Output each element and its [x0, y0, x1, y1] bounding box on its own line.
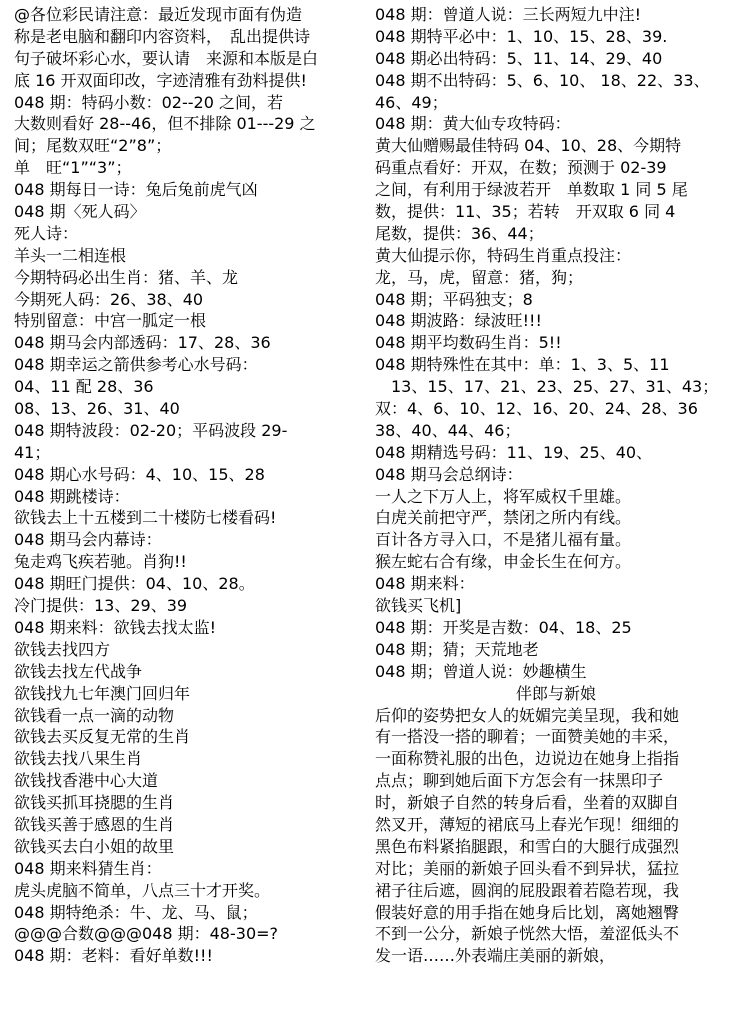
- left-column-line: 048 期马会内幕诗：: [14, 530, 162, 550]
- left-column-line: 048 期：特码小数：02--20 之间，若: [14, 92, 283, 112]
- right-column-line: 048 期平均数码生肖：5!!: [375, 333, 562, 353]
- left-column-line: @各位彩民请注意：最近发现市面有伪造: [14, 5, 303, 24]
- left-column-line: 死人诗：: [14, 223, 79, 243]
- right-column-line: 一人之下万人上，将军威权千里雄。: [375, 486, 632, 506]
- left-column-line: 欲钱买去白小姐的故里: [14, 836, 175, 856]
- right-column-line: 然叉开，薄短的裙底马上春光乍现！细细的: [375, 814, 680, 834]
- left-column-line: 今期死人码：26、38、40: [14, 289, 204, 309]
- right-column-line: 对比；美丽的新娘子回头看不到异状，猛拉: [375, 858, 680, 878]
- right-column-line: 双：4、6、10、12、16、20、24、28、36: [375, 399, 698, 419]
- left-column-line: 今期特码必出生肖：猪、羊、龙: [14, 267, 239, 287]
- right-column-line: 048 期马会总纲诗：: [375, 464, 523, 484]
- right-column-line: 有一搭没一搭的聊着；一面赞美她的丰采，: [375, 727, 680, 747]
- left-column-line: 大数则看好 28--46，但不排除 01---29 之: [14, 114, 316, 134]
- right-column-line: 白虎关前把守严，禁闭之所内有线。: [375, 508, 632, 528]
- left-column-line: 欲钱去上十五楼到二十楼防七楼看码!: [14, 508, 277, 528]
- right-column-line: 码重点看好：开双，在数；预测于 02-39: [375, 158, 667, 178]
- right-column: [375, 4, 737, 967]
- right-column-line: 048 期；猜；天荒地老: [375, 639, 539, 659]
- left-column-line: 底 16 开双面印改，字迹清雅有劲料提供!: [14, 70, 307, 90]
- left-column-line: 兔走鸡飞疾若驰。肖狗!!: [14, 552, 187, 572]
- left-column-line: 欲钱去找左代战争: [14, 661, 143, 681]
- right-column-line: 048 期特平必中：1、10、15、28、39.: [375, 26, 668, 46]
- right-column-line: 后仰的姿势把女人的妩媚完美呈现，我和她: [375, 705, 680, 725]
- right-column-line: 048 期来料：: [375, 574, 475, 594]
- left-column-line: 欲钱买善于感恩的生肖: [14, 814, 175, 834]
- right-column-line: 048 期：黄大仙专攻特码：: [375, 114, 571, 134]
- left-column-line: 048 期幸运之箭供参考心水号码：: [14, 355, 258, 375]
- left-column-line: 欲钱看一点一滴的动物: [14, 705, 175, 725]
- right-column-line: 黄大仙提示你，特码生肖重点投注：: [375, 245, 632, 265]
- right-column-line: 发一语……外表端庄美丽的新娘，: [375, 946, 616, 966]
- right-column-line: 048 期不出特码：5、6、10、 18、22、33、: [375, 70, 710, 90]
- right-column-line: 13、15、17、21、23、25、27、31、43；: [375, 377, 719, 397]
- right-column-line: 048 期；曾道人说：妙趣横生: [375, 661, 587, 681]
- left-column-line: 048 期心水号码：4、10、15、28: [14, 464, 265, 484]
- right-column-line: 之间，有利用于绿波若开 单数取 1 同 5 尾: [375, 180, 688, 200]
- left-column-line: 048 期特波段：02-20；平码波段 29-: [14, 420, 288, 440]
- right-column-line: 假装好意的用手指在她身后比划，离她翘臀: [375, 902, 680, 922]
- left-column-line: 欲钱去找八果生肖: [14, 749, 143, 769]
- right-column-line: 尾数，提供：36、44；: [375, 223, 544, 243]
- right-column-line: 伴郎与新娘: [515, 683, 596, 703]
- left-column-line: 欲钱去找四方: [14, 639, 111, 659]
- right-column-line: 048 期：曾道人说：三长两短九中注!: [375, 5, 642, 24]
- right-column-line: 048 期精选号码：11、19、25、40、: [375, 442, 653, 462]
- left-column-line: 欲钱找香港中心大道: [14, 771, 159, 791]
- right-column-line: 欲钱买飞机]: [375, 596, 462, 616]
- right-column-line: 048 期波路：绿波旺!!!: [375, 311, 542, 331]
- right-column-line: 时，新娘子自然的转身后看，坐着的双脚自: [375, 793, 680, 813]
- left-column-line: 欲钱去买反复无常的生肖: [14, 727, 191, 747]
- left-column-line: @@@合数@@@048 期：48-30=?: [14, 924, 279, 944]
- right-column-line: 048 期特殊性在其中：单：1、3、5、11: [375, 355, 670, 375]
- left-column-line: 08、13、26、31、40: [14, 399, 180, 419]
- left-column-line: 称是老电脑和翻印内容资料， 乱出提供诗: [14, 26, 311, 46]
- left-column-line: 句子破坏彩心水，要认请 来源和本版是白: [14, 48, 319, 68]
- right-column-line: 百计各方寻入口，不是猪儿福有量。: [375, 530, 632, 550]
- left-column-line: 048 期〈死人码〉: [14, 202, 146, 222]
- right-column-line: 点点；聊到她后面下方怎会有一抹黑印子: [375, 771, 664, 791]
- left-column-line: 04、11 配 28、36: [14, 377, 154, 397]
- left-column-line: 欲钱找九七年澳门回归年: [14, 683, 191, 703]
- right-column-line: 一面称赞礼服的出色，边说边在她身上指指: [375, 749, 680, 769]
- right-column-line: 黄大仙赠赐最佳特码 04、10、28、今期特: [375, 136, 682, 156]
- left-column-line: 间；尾数双旺“2”8”；: [14, 136, 172, 156]
- left-column-line: 特别留意：中宫一胍定一根: [14, 311, 207, 331]
- right-column-line: 黑色布料紧掐腿跟，和雪白的大腿行成强烈: [375, 836, 680, 856]
- left-column-line: 虎头虎脑不简单，八点三十才开奖。: [14, 880, 271, 900]
- left-column-line: 048 期马会内部透码：17、28、36: [14, 333, 271, 353]
- left-column-line: 048 期：老料：看好单数!!!: [14, 946, 213, 966]
- left-column-line: 048 期来料：欲钱去找太监!: [14, 617, 217, 637]
- right-column-line: 38、40、44、46；: [375, 420, 521, 440]
- left-column-line: 048 期旺门提供：04、10、28。: [14, 574, 255, 594]
- right-column-line: 048 期必出特码：5、11、14、29、40: [375, 48, 663, 68]
- right-column-line: 数，提供：11、35；若转 开双取 6 同 4: [375, 202, 676, 222]
- right-column-line: 46、49；: [375, 92, 448, 112]
- left-column-line: 41；: [14, 442, 51, 462]
- left-column-line: 欲钱买抓耳挠腮的生肖: [14, 793, 175, 813]
- right-column-line: 裙子往后遮，圆润的屁股跟着若隐若现，我: [375, 880, 680, 900]
- right-column-line: 猴左蛇右合有缘，申金长生在何方。: [375, 552, 632, 572]
- right-column-line: 龙，马，虎，留意：猪，狗；: [375, 267, 584, 287]
- right-column-line: 048 期；平码独支；8: [375, 289, 533, 309]
- left-column-line: 048 期来料猜生肖：: [14, 858, 162, 878]
- right-column-line: 048 期：开奖是吉数：04、18、25: [375, 617, 632, 637]
- right-column-line: 不到一公分，新娘子恍然大悟，羞涩低头不: [375, 924, 680, 944]
- left-column-line: 冷门提供：13、29、39: [14, 596, 188, 616]
- left-column: [14, 4, 366, 967]
- left-column-line: 048 期特绝杀：牛、龙、马、鼠；: [14, 902, 258, 922]
- left-column-line: 羊头一二相连根: [14, 245, 127, 265]
- left-column-line: 048 期每日一诗：兔后兔前虎气凶: [14, 180, 258, 200]
- left-column-line: 048 期跳楼诗：: [14, 486, 130, 506]
- left-column-line: 单 旺“1”“3”；: [14, 158, 132, 178]
